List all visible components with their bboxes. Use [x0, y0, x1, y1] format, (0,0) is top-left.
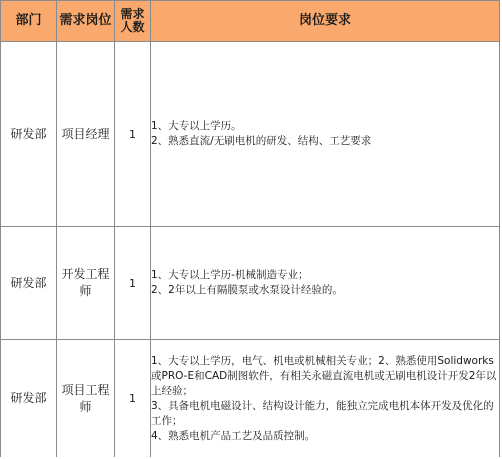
requirement-line: 3、具备电机电磁设计、结构设计能力，能独立完成电机本体开发及优化的工作； — [151, 399, 494, 427]
requirement-line: 2、2年以上有隔膜泵或水泵设计经验的。 — [151, 284, 343, 296]
header-position: 需求岗位 — [57, 1, 115, 42]
dept-cell: 研发部 — [1, 227, 57, 340]
table-row — [1, 227, 500, 340]
requirements-cell — [151, 340, 500, 458]
count-cell: 1 — [115, 227, 151, 340]
requirement-line: 1、大专以上学历。 — [151, 120, 242, 132]
requirements-cell — [151, 42, 500, 227]
requirements-cell — [151, 227, 500, 340]
header-requirements: 岗位要求 — [151, 1, 500, 42]
count-cell: 1 — [115, 340, 151, 458]
header-row — [1, 1, 500, 42]
requirement-line: 2、熟悉直流/无刷电机的研发、结构、工艺要求 — [151, 135, 372, 147]
table-row — [1, 42, 500, 227]
header-count: 需求人数 — [115, 1, 151, 42]
position-cell: 项目经理 — [57, 42, 115, 227]
position-cell: 开发工程师 — [57, 227, 115, 340]
dept-cell: 研发部 — [1, 42, 57, 227]
count-cell: 1 — [115, 42, 151, 227]
dept-cell: 研发部 — [1, 340, 57, 458]
requirement-line: 1、大专以上学历，电气、机电或机械相关专业；2、熟悉使用Solidworks或PRO-E和CAD制图软件，有相关永磁直流电机或无刷电机设计开发2年以上经验； — [151, 354, 497, 397]
header-dept: 部门 — [1, 1, 57, 42]
requirement-line: 4、熟悉电机产品工艺及品质控制。 — [151, 429, 316, 442]
position-cell: 项目工程师 — [57, 340, 115, 458]
requirement-line: 1、大专以上学历-机械制造专业； — [151, 269, 309, 281]
table-row — [1, 340, 500, 458]
